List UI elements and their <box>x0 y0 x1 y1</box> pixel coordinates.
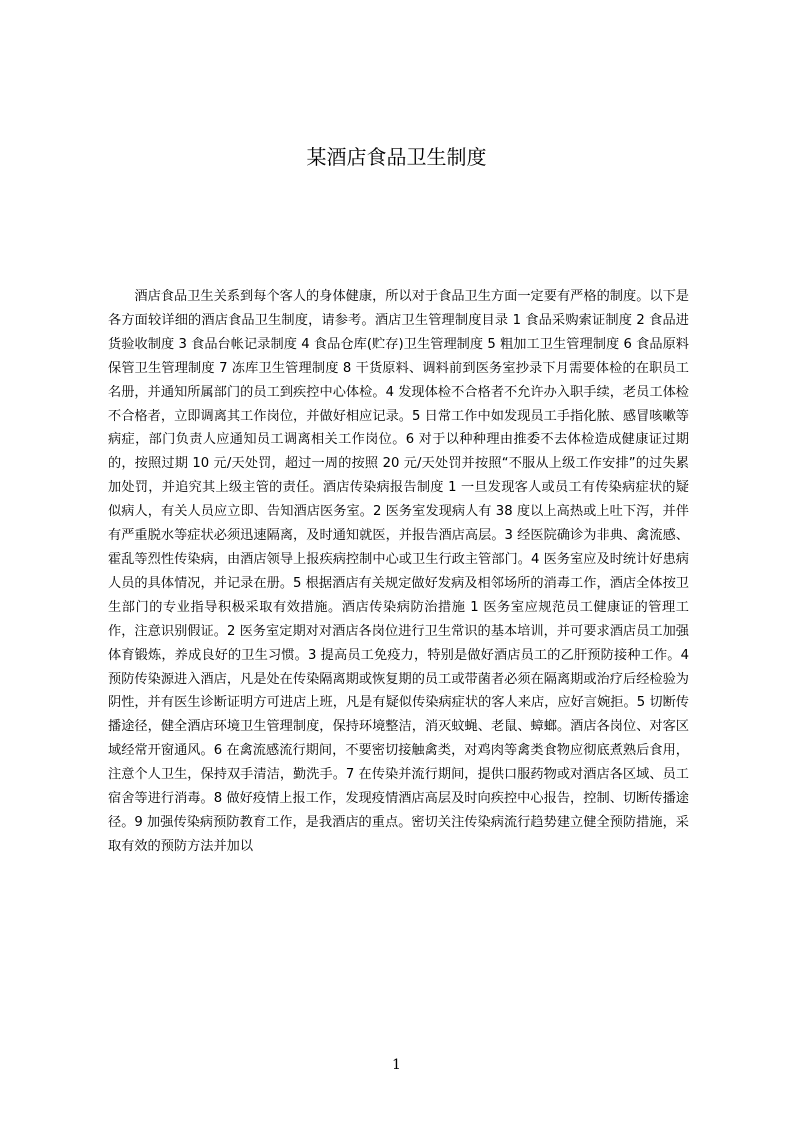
page-title: 某酒店食品卫生制度 <box>306 145 487 169</box>
body-paragraph: 酒店食品卫生关系到每个客人的身体健康，所以对于食品卫生方面一定要有严格的制度。以下是各方面较详细的酒店食品卫生制度，请参考。酒店卫生管理制度目录 1 食品采购索证制度 2 食品进货验收制度 3 食品台帐记录制度 4 食品仓库(贮存)卫生管理制度 5 粗加工卫生管理制度 6 食品原料保管卫生管理制度 7 冻库卫生管理制度 8 干货原料、调料前到医务室抄录下月需要体检的在职员工名册，并通知所属部门的员工到疾控中心体检。4 发现体检不合格者不允许办入职手续，老员工体检不合格者，立即调离其工作岗位，并做好相应记录。5 日常工作中如发现员工手指化脓、感冒咳嗽等病症，部门负责人应通知员工调离相关工作岗位。6 对于以种种理由推委不去体检造成健康证过期的，按照过期 10 元/天处罚，超过一周的按照 20 元/天处罚并按照“不服从上级工作安排”的过失累加处罚，并追究其上级主管的责任。酒店传染病报告制度 1 一旦发现客人或员工有传染病症状的疑似病人，有关人员应立即、告知酒店医务室。2 医务室发现病人有 38 度以上高热或上吐下泻，并伴有严重脱水等症状必须迅速隔离，及时通知就医，并报告酒店高层。3 经医院确诊为非典、禽流感、霍乱等烈性传染病，由酒店领导上报疾病控制中心或卫生行政主管部门。4 医务室应及时统计好患病人员的具体情况，并记录在册。5 根据酒店有关规定做好发病及相邻场所的消毒工作，酒店全体按卫生部门的专业指导积极采取有效措施。酒店传染病防治措施 1 医务室应规范员工健康证的管理工作，注意识别假证。2 医务室定期对对酒店各岗位进行卫生常识的基本培训，并可要求酒店员工加强体育锻炼，养成良好的卫生习惯。3 提高员工免疫力，特别是做好酒店员工的乙肝预防接种工作。4 预防传染源进入酒店，凡是处在传染隔离期或恢复期的员工或带菌者必须在隔离期或治疗后经检验为阴性，并有医生诊断证明方可进店上班，凡是有疑似传染病症状的客人来店，应好言婉拒。5 切断传播途径，健全酒店环境卫生管理制度，保持环境整洁，消灭蚊蝇、老鼠、蟑螂。酒店各岗位、对客区域经常开窗通风。6 在禽流感流行期间，不要密切接触禽类，对鸡肉等禽类食物应彻底煮熟后食用，注意个人卫生，保持双手清洁，勤洗手。7 在传染并流行期间，提供口服药物或对酒店各区域、员工宿舍等进行消毒。8 做好疫情上报工作，发现疫情酒店高层及时向疾控中心报告，控制、切断传播途径。9 加强传染病预防教育工作，是我酒店的重点。密切关注传染病流行趋势建立健全预防措施，采取有效的预防方法并加以 <box>108 289 689 854</box>
page-number: 1 <box>392 1057 401 1073</box>
